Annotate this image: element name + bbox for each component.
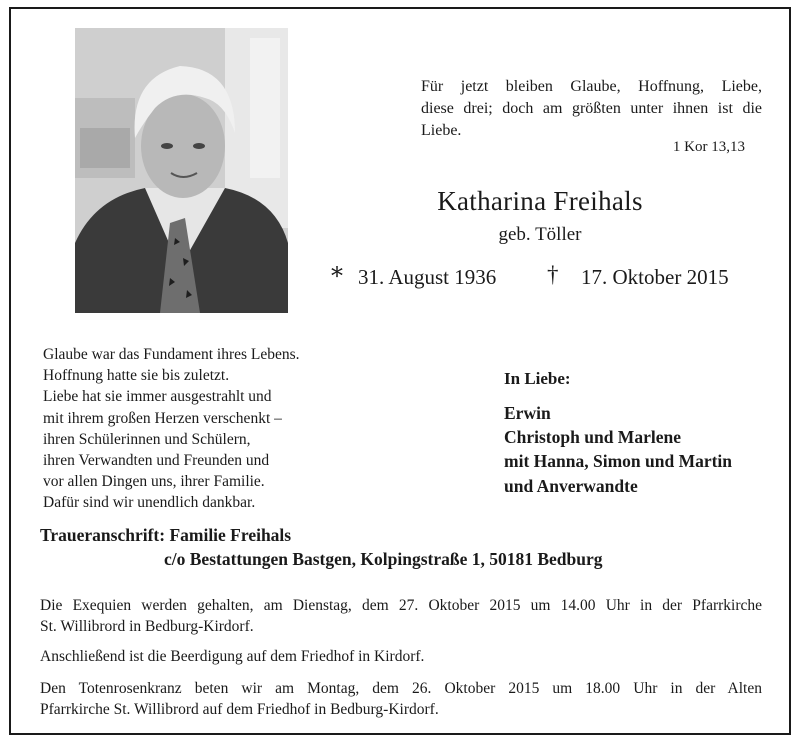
poem-line: Glaube war das Fundament ihres Lebens. bbox=[43, 346, 300, 363]
verse-line: Liebe. bbox=[421, 122, 462, 139]
exequies-notice bbox=[40, 595, 762, 637]
notice-line: Die Exequien werden gehalten, am Dienstag, dem 27. Oktober 2015 um 14.00 Uhr in der Pfarrkirche bbox=[40, 597, 762, 614]
memorial-poem bbox=[43, 344, 363, 514]
notice-line: St. Willibrord in Bedburg-Kirdorf. bbox=[40, 618, 254, 635]
mourning-address-title: Traueranschrift: Familie Freihals bbox=[40, 525, 292, 545]
poem-line: ihren Verwandten und Freunden und bbox=[43, 452, 270, 470]
mourners-label: In Liebe: bbox=[504, 369, 571, 388]
death-symbol: † bbox=[547, 262, 559, 287]
mourners-list bbox=[504, 401, 732, 498]
death-date: 17. Oktober 2015 bbox=[581, 265, 729, 289]
burial-notice bbox=[40, 646, 762, 667]
birth-date: 31. August 1936 bbox=[358, 265, 497, 289]
poem-line: ihren Schülerinnen und Schülern, bbox=[43, 430, 251, 448]
bible-verse bbox=[421, 76, 762, 142]
poem-line: Dafür sind wir unendlich dankbar. bbox=[43, 494, 256, 512]
rosary-notice bbox=[40, 678, 762, 720]
mourner-line: mit Hanna, Simon und Martin bbox=[504, 451, 733, 472]
verse-reference: 1 Kor 13,13 bbox=[672, 139, 745, 155]
verse-line: diese drei; doch am größten unter ihnen ist die bbox=[421, 100, 762, 117]
notice-line: Anschließend ist die Beerdigung auf dem Friedhof in Kirdorf. bbox=[40, 648, 425, 665]
poem-line: Hoffnung hatte sie bis zuletzt. bbox=[43, 367, 230, 385]
deceased-name: Katharina Freihals bbox=[437, 186, 643, 216]
mourner-line: und Anverwandte bbox=[504, 475, 638, 496]
verse-line: Für jetzt bleiben Glaube, Hoffnung, Liebe, bbox=[421, 78, 762, 95]
birth-name: geb. Töller bbox=[498, 224, 582, 245]
mourning-address-detail: c/o Bestattungen Bastgen, Kolpingstraße 1, 50181 Bedburg bbox=[164, 549, 603, 569]
birth-symbol: * bbox=[331, 262, 343, 290]
notice-line: Pfarrkirche St. Willibrord auf dem Friedhof in Bedburg-Kirdorf. bbox=[40, 701, 439, 718]
portrait-photo bbox=[75, 28, 288, 313]
poem-line: mit ihrem großen Herzen verschenkt – bbox=[43, 409, 282, 427]
mourner-line: Christoph und Marlene bbox=[504, 427, 681, 448]
notice-line: Den Totenrosenkranz beten wir am Montag, dem 26. Oktober 2015 um 18.00 Uhr in der Alten bbox=[40, 680, 762, 697]
poem-line: vor allen Dingen uns, ihrer Familie. bbox=[43, 473, 265, 491]
mourner-line: Erwin bbox=[504, 403, 551, 423]
poem-line: Liebe hat sie immer ausgestrahlt und bbox=[43, 388, 272, 406]
